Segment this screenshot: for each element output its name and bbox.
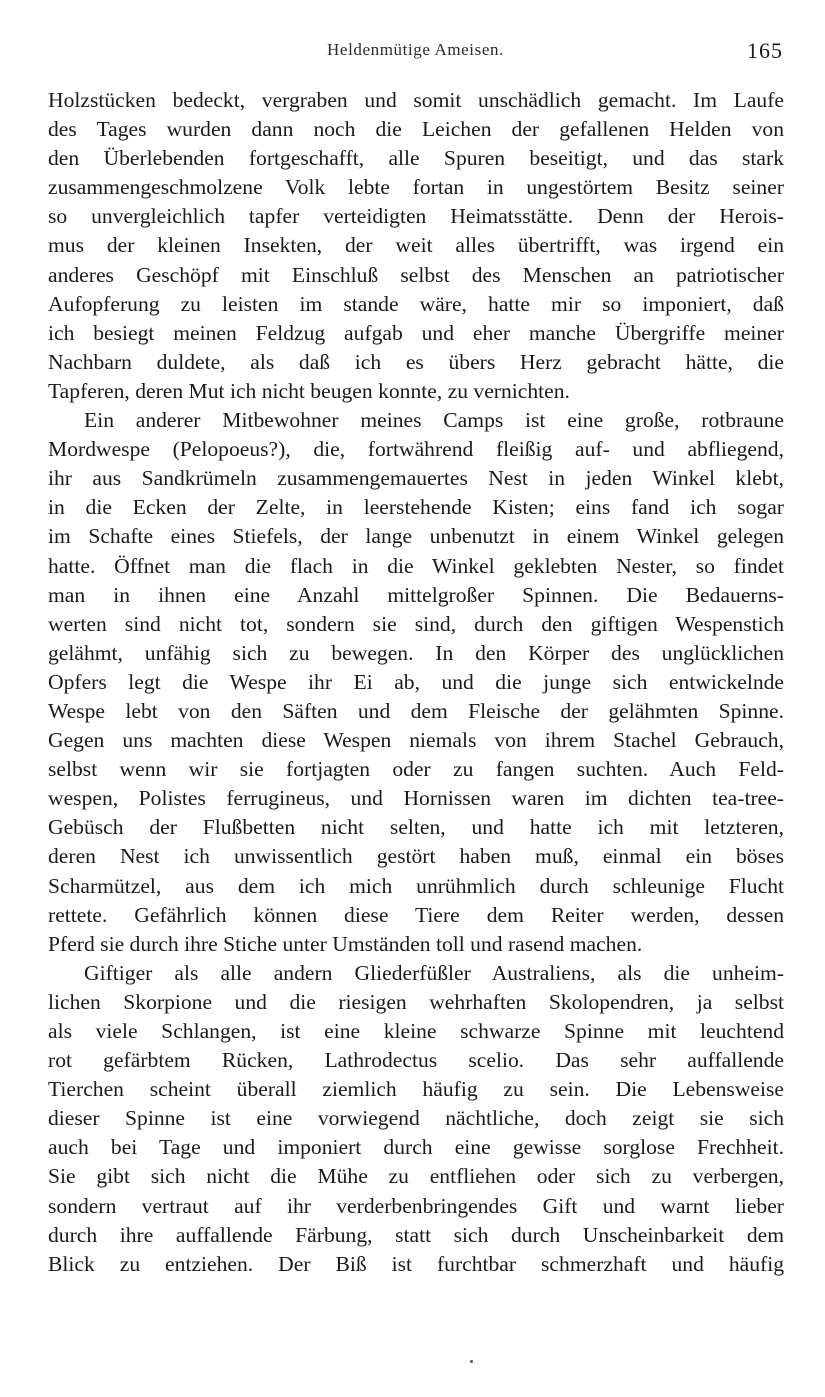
text-line: in die Ecken der Zelte, in leerstehende Kisten; eins fand ich sogar: [48, 495, 784, 520]
text-line: Mordwespe (Pelopoeus?), die, fortwährend fleißig auf- und abfliegend,: [48, 437, 784, 462]
text-line: zusammengeschmolzene Volk lebte fortan in ungestörtem Besitz seiner: [48, 175, 784, 200]
running-header: [48, 38, 783, 68]
text-line: Aufopferung zu leisten im stande wäre, hatte mir so imponiert, daß: [48, 291, 784, 316]
paragraph-start-line: Giftiger als alle andern Gliederfüßler Australiens, als die unheim-: [84, 960, 784, 985]
text-line: Sie gibt sich nicht die Mühe zu entfliehen oder sich zu verbergen,: [48, 1164, 784, 1189]
paragraph-start-line: Ein anderer Mitbewohner meines Camps ist eine große, rotbraune: [84, 408, 784, 433]
text-line: anderes Geschöpf mit Einschluß selbst des Menschen an patriotischer: [48, 262, 784, 287]
text-line: so unvergleichlich tapfer verteidigten Heimatsstätte. Denn der Herois-: [48, 204, 784, 229]
body-text: [48, 86, 784, 1279]
text-line: Tierchen scheint überall ziemlich häufig zu sein. Die Lebensweise: [48, 1077, 784, 1102]
text-line: gelähmt, unfähig sich zu bewegen. In den Körper des unglücklichen: [48, 640, 784, 665]
text-line: Nachbarn duldete, als daß ich es übers Herz gebracht hätte, die: [48, 349, 784, 374]
text-line: ihr aus Sandkrümeln zusammengemauertes Nest in jeden Winkel klebt,: [48, 466, 784, 491]
text-line: werten sind nicht tot, sondern sie sind, durch den giftigen Wespenstich: [48, 611, 784, 636]
text-line: Gebüsch der Flußbetten nicht selten, und hatte ich mit letzteren,: [48, 815, 784, 840]
text-line: man in ihnen eine Anzahl mittelgroßer Spinnen. Die Bedauerns-: [48, 582, 784, 607]
text-line: mus der kleinen Insekten, der weit alles übertrifft, was irgend ein: [48, 233, 784, 258]
text-line: durch ihre auffallende Färbung, statt sich durch Unscheinbarkeit dem: [48, 1222, 784, 1247]
text-line: auch bei Tage und imponiert durch eine gewisse sorglose Frechheit.: [48, 1135, 784, 1160]
text-line: lichen Skorpione und die riesigen wehrhaften Skolopendren, ja selbst: [48, 989, 784, 1014]
text-line: Holzstücken bedeckt, vergraben und somit unschädlich gemacht. Im Laufe: [48, 88, 784, 112]
text-line: deren Nest ich unwissentlich gestört haben muß, einmal ein böses: [48, 844, 784, 869]
text-line: wespen, Polistes ferrugineus, und Hornissen waren im dichten tea-tree-: [48, 786, 784, 811]
text-line: ich besiegt meinen Feldzug aufgab und eher manche Übergriffe meiner: [48, 320, 784, 345]
text-line: Blick zu entziehen. Der Biß ist furchtbar schmerzhaft und häufig: [48, 1251, 784, 1276]
text-line: Tapferen, deren Mut ich nicht beugen konnte, zu vernichten.: [48, 378, 570, 403]
text-line: hatte. Öffnet man die flach in die Winkel geklebten Nester, so findet: [48, 553, 784, 578]
page-speck: [470, 1360, 473, 1363]
text-line: Scharmützel, aus dem ich mich unrühmlich durch schleunige Flucht: [48, 873, 784, 898]
text-line: rot gefärbtem Rücken, Lathrodectus scelio. Das sehr auffallende: [48, 1048, 784, 1073]
text-line: rettete. Gefährlich können diese Tiere dem Reiter werden, dessen: [48, 902, 784, 927]
text-line: selbst wenn wir sie fortjagten oder zu fangen suchten. Auch Feld-: [48, 757, 784, 782]
text-line: Gegen uns machten diese Wespen niemals von ihrem Stachel Gebrauch,: [48, 728, 784, 753]
text-line: im Schafte eines Stiefels, der lange unbenutzt in einem Winkel gelegen: [48, 524, 784, 549]
text-line: als viele Schlangen, ist eine kleine schwarze Spinne mit leuchtend: [48, 1019, 784, 1043]
text-line: dieser Spinne ist eine vorwiegend nächtliche, doch zeigt sie sich: [48, 1106, 784, 1131]
text-line: sondern vertraut auf ihr verderbenbringendes Gift und warnt lieber: [48, 1193, 784, 1218]
text-line: des Tages wurden dann noch die Leichen der gefallenen Helden von: [48, 117, 784, 142]
text-line: Wespe lebt von den Säften und dem Fleische der gelähmten Spinne.: [48, 698, 784, 723]
page-number: 165: [747, 38, 783, 63]
text-line: den Überlebenden fortgeschafft, alle Spuren beseitigt, und das stark: [48, 146, 784, 171]
text-line: Pferd sie durch ihre Stiche unter Umständen toll und rasend machen.: [48, 931, 643, 956]
running-title: Heldenmütige Ameisen.: [327, 40, 504, 59]
text-line: Opfers legt die Wespe ihr Ei ab, und die junge sich entwickelnde: [48, 669, 784, 694]
